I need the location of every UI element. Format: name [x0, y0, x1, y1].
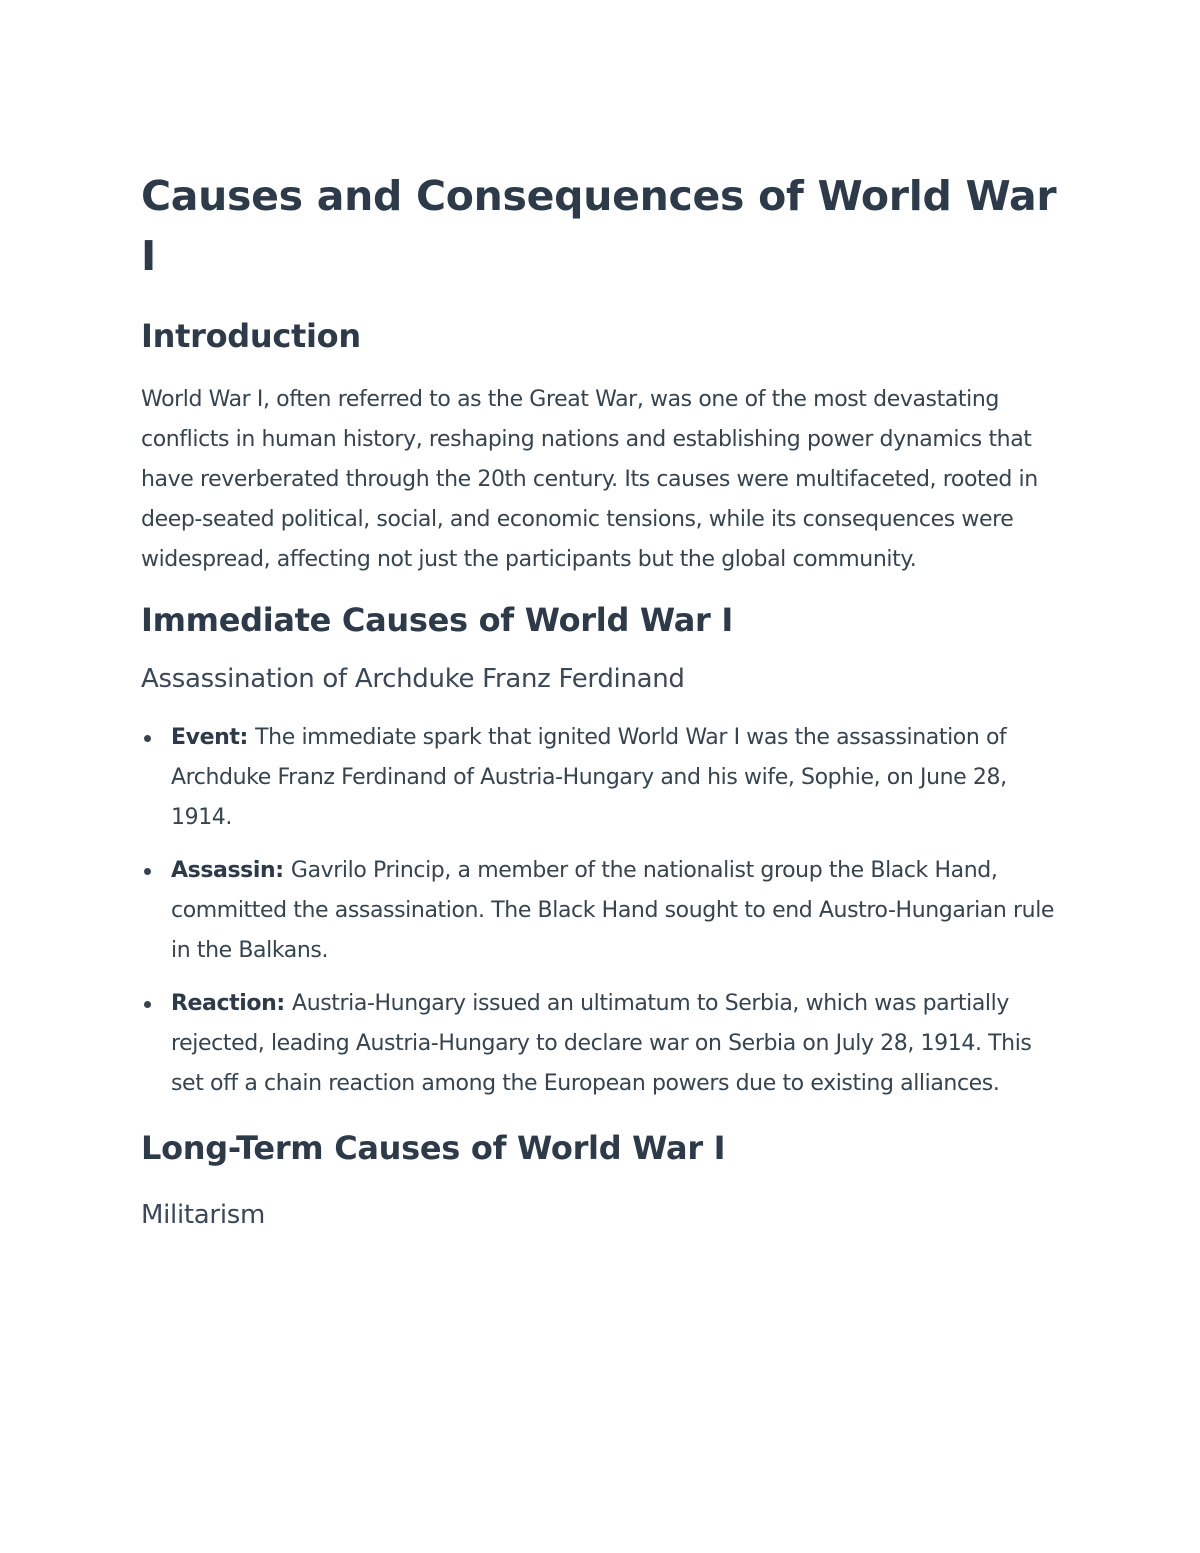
militarism-subheading: Militarism	[141, 1200, 266, 1230]
long-term-causes-heading: Long-Term Causes of World War I	[141, 1129, 726, 1167]
assassination-subheading: Assassination of Archduke Franz Ferdinand	[141, 664, 685, 694]
document-title: Causes and Consequences of World War I	[141, 172, 1057, 280]
list-item-label: Assassin:	[171, 858, 291, 883]
list-item-label: Reaction:	[171, 991, 293, 1016]
list-item-reaction	[141, 984, 1061, 1104]
introduction-paragraph: World War I, often referred to as the Great War, was one of the most devastating conflicts in human history, reshaping nations and establishing power dynamics that have reverberated through the 20th century. Its causes were multifaceted, rooted in deep-seated political, social, and economic tensions, while its consequences were widespread, affecting not just the participants but the global community.	[141, 387, 1038, 572]
immediate-causes-heading: Immediate Causes of World War I	[141, 601, 733, 639]
list-item-event	[141, 718, 1061, 838]
immediate-causes-list	[141, 718, 1061, 1104]
document-page	[141, 166, 1061, 1232]
bullet-icon	[144, 868, 151, 875]
list-item-text: The immediate spark that ignited World War I was the assassination of Archduke Franz Ferdinand of Austria-Hungary and his wife, Sophie, on June 28, 1914.	[171, 725, 1007, 830]
bullet-icon	[144, 735, 151, 742]
list-item-label: Event:	[171, 725, 256, 750]
list-item-text: Austria-Hungary issued an ultimatum to Serbia, which was partially rejected, leading Austria-Hungary to declare war on Serbia on July 28, 1914. This set off a chain reaction among the European powers due to existing alliances.	[171, 991, 1032, 1096]
bullet-icon	[144, 1001, 151, 1008]
list-item-text: Gavrilo Princip, a member of the nationalist group the Black Hand, committed the assassination. The Black Hand sought to end Austro-Hungarian rule in the Balkans.	[171, 858, 1055, 963]
list-item-assassin	[141, 851, 1061, 971]
introduction-heading: Introduction	[141, 317, 361, 355]
